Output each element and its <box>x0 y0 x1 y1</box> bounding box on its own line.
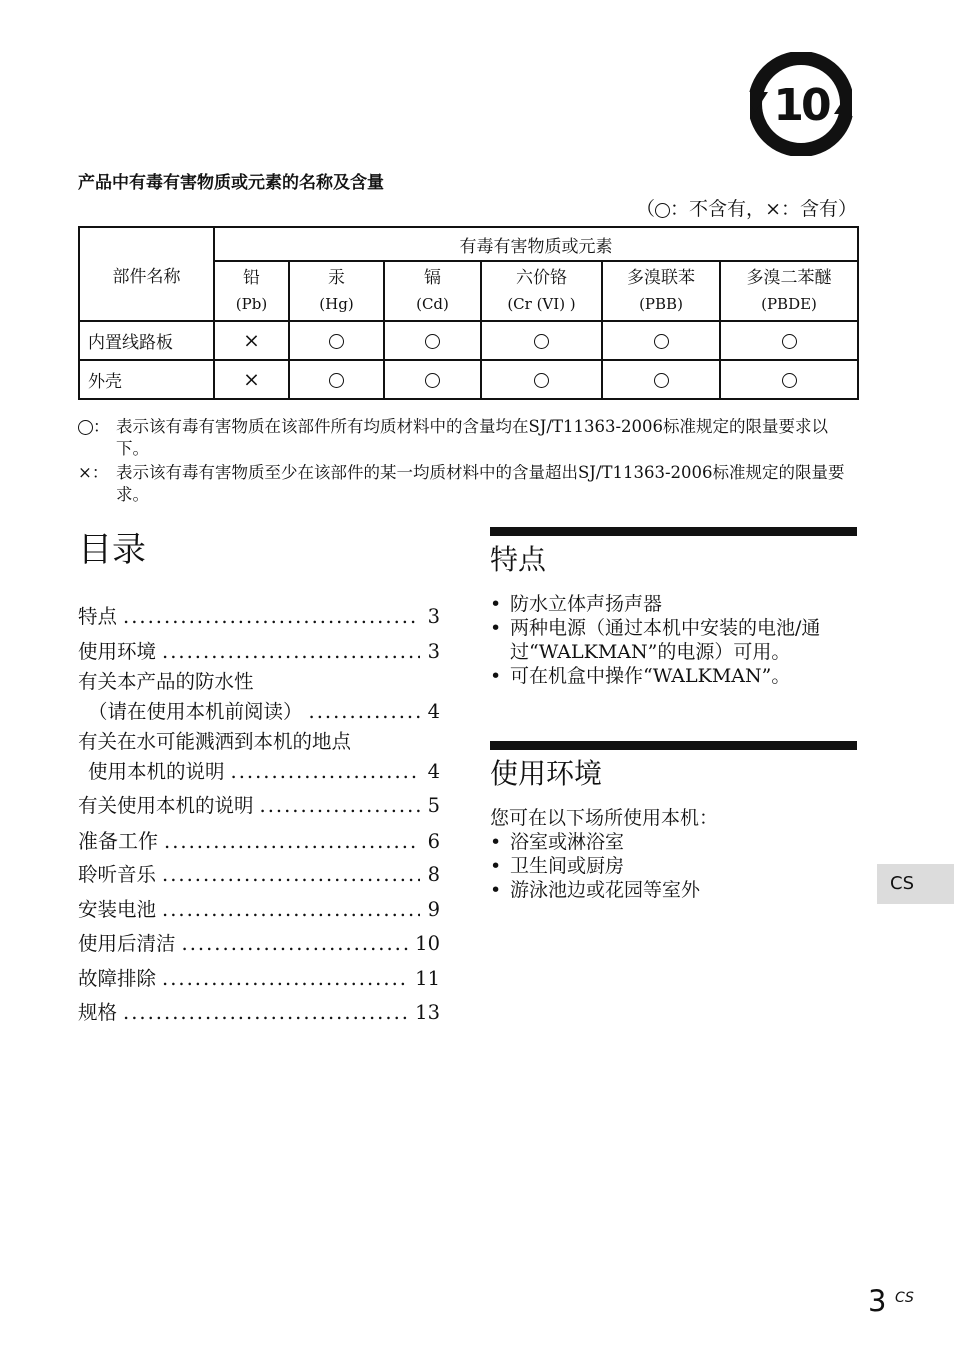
toc-leader-dots <box>162 893 420 928</box>
toc-entry-title: 有关本产品的防水性 <box>78 670 254 693</box>
toc-page-number: 6 <box>427 829 440 853</box>
toc-entry <box>78 789 440 824</box>
circle-mark-icon <box>654 334 669 349</box>
circle-mark-icon <box>782 373 797 388</box>
note-circle <box>78 416 860 460</box>
part-name-cell: 外壳 <box>79 360 214 399</box>
list-item: • 可在机盒中操作“WALKMAN”。 <box>490 664 850 688</box>
toc-entry-title: 故障排除 <box>78 966 157 990</box>
toc-page-number: 11 <box>415 966 440 990</box>
list-item: • 卫生间或厨房 <box>490 854 850 878</box>
circle-mark-icon <box>425 334 440 349</box>
toc-leader-dots <box>162 962 409 997</box>
section-divider <box>490 527 857 536</box>
environment-list <box>490 830 850 902</box>
note-symbol: ×： <box>78 463 109 482</box>
efup-10-year-icon <box>742 52 860 156</box>
features-heading: 特点 <box>490 543 547 576</box>
note-text: 表示该有毒有害物质至少在该部件的某一均质材料中的含量超出SJ/T11363-2006标准规定的限量要求。 <box>116 463 845 504</box>
list-item: • 两种电源（通过本机中安装的电池/通过“WALKMAN”的电源）可用。 <box>490 616 850 664</box>
toc-entry <box>78 600 440 635</box>
features-list <box>490 592 850 688</box>
column-header: 六价铬 (Cr (VI) ) <box>481 261 602 321</box>
toc-entry <box>78 669 440 729</box>
circle-mark-icon <box>78 420 93 435</box>
toc-entry <box>78 996 440 1031</box>
toc-page-number: 3 <box>427 605 440 628</box>
value-cell <box>289 360 384 399</box>
legend-open: （ <box>636 198 656 220</box>
environment-heading: 使用环境 <box>490 757 603 790</box>
toc-leader-dots <box>123 600 420 635</box>
legend-x-text: ：含有） <box>780 198 857 220</box>
toc-entry-title: 有关在水可能溅洒到本机的地点 <box>78 730 352 753</box>
part-name-header: 部件名称 <box>79 227 214 321</box>
circle-mark-icon <box>329 334 344 349</box>
circle-mark-icon <box>654 373 669 388</box>
toc-leader-dots <box>162 635 420 670</box>
toc-entry <box>78 858 440 893</box>
note-text: 表示该有毒有害物质在该部件所有均质材料中的含量均在SJ/T11363-2006标准规定的限量要求以下。 <box>116 417 829 458</box>
value-cell <box>602 321 720 360</box>
toc-leader-dots <box>182 927 410 962</box>
toc-page-number: 13 <box>415 1001 440 1024</box>
toc-entry <box>78 962 440 997</box>
substance-group-header: 有毒有害物质或元素 <box>214 227 858 261</box>
toc-entry <box>78 635 440 670</box>
toc-page-number: 10 <box>415 932 440 955</box>
value-cell <box>720 360 858 399</box>
toc-entry <box>78 893 440 928</box>
column-header: 多溴联苯 (PBB) <box>602 261 720 321</box>
value-cell <box>214 360 289 399</box>
toc-heading: 目录 <box>78 530 146 570</box>
list-item: • 浴室或淋浴室 <box>490 830 850 854</box>
table-row <box>79 360 858 399</box>
table-row <box>79 321 858 360</box>
toc-entry-title: 使用环境 <box>78 639 157 663</box>
page-number: 3 <box>868 1284 887 1318</box>
toc-page-number: 8 <box>427 863 440 886</box>
language-tab: CS <box>877 864 954 904</box>
list-item: • 游泳池边或花园等室外 <box>490 878 850 902</box>
toc-leader-dots <box>164 825 420 860</box>
cross-mark: × <box>243 366 260 391</box>
toc-page-number: 4 <box>427 760 440 783</box>
toc-page-number: 3 <box>427 639 440 663</box>
toc-entry <box>78 927 440 962</box>
circle-mark-icon <box>534 334 549 349</box>
toc-entry-title: （请在使用本机前阅读） <box>88 700 303 723</box>
hazardous-substance-table <box>78 226 859 400</box>
toc-entry-title: 安装电池 <box>78 897 157 921</box>
value-cell <box>289 321 384 360</box>
table-of-contents <box>78 600 440 1031</box>
toc-leader-dots <box>231 755 420 789</box>
toc-entry-title: 准备工作 <box>78 828 158 853</box>
toc-leader-dots <box>123 996 409 1031</box>
value-cell <box>214 321 289 360</box>
value-cell <box>384 321 481 360</box>
circle-mark-icon <box>425 373 440 388</box>
cross-mark: × <box>243 327 260 352</box>
toc-leader-dots <box>260 789 420 824</box>
toc-entry <box>78 824 440 859</box>
toc-page-number: 4 <box>427 700 440 723</box>
toc-entry-title: 使用本机的说明 <box>88 760 225 783</box>
list-item: • 防水立体声扬声器 <box>490 592 850 616</box>
column-header: 铅 (Pb) <box>214 261 289 321</box>
toc-entry-title: 特点 <box>78 605 118 628</box>
toc-entry-title: 使用后清洁 <box>78 932 176 955</box>
toc-leader-dots <box>309 695 420 729</box>
value-cell <box>481 321 602 360</box>
circle-mark-icon <box>329 373 344 388</box>
table-legend <box>636 194 857 221</box>
toc-entry-title: 有关使用本机的说明 <box>78 794 254 817</box>
value-cell <box>602 360 720 399</box>
environment-intro: 您可在以下场所使用本机： <box>490 807 719 829</box>
table-title: 产品中有毒有害物质或元素的名称及含量 <box>78 173 384 193</box>
circle-mark-icon <box>782 334 797 349</box>
note-symbol: ： <box>93 417 110 436</box>
part-name-cell: 内置线路板 <box>79 321 214 360</box>
section-divider <box>490 741 857 750</box>
toc-entry-title: 规格 <box>78 1001 118 1024</box>
circle-mark-icon <box>534 373 549 388</box>
column-header: 镉 (Cd) <box>384 261 481 321</box>
toc-page-number: 5 <box>427 794 440 817</box>
toc-leader-dots <box>162 858 420 893</box>
column-header: 汞 (Hg) <box>289 261 384 321</box>
note-cross <box>78 462 860 506</box>
value-cell <box>720 321 858 360</box>
circle-mark-icon <box>655 203 670 218</box>
legend-x-symbol: × <box>765 198 781 220</box>
value-cell <box>481 360 602 399</box>
toc-entry <box>78 729 440 789</box>
logo-number: 10 <box>773 80 829 131</box>
legend-o-text: ：不含有， <box>670 198 766 220</box>
page-suffix: CS <box>895 1290 914 1306</box>
toc-page-number: 9 <box>427 897 440 921</box>
column-header: 多溴二苯醚 (PBDE) <box>720 261 858 321</box>
toc-entry-title: 聆听音乐 <box>78 863 157 886</box>
value-cell <box>384 360 481 399</box>
